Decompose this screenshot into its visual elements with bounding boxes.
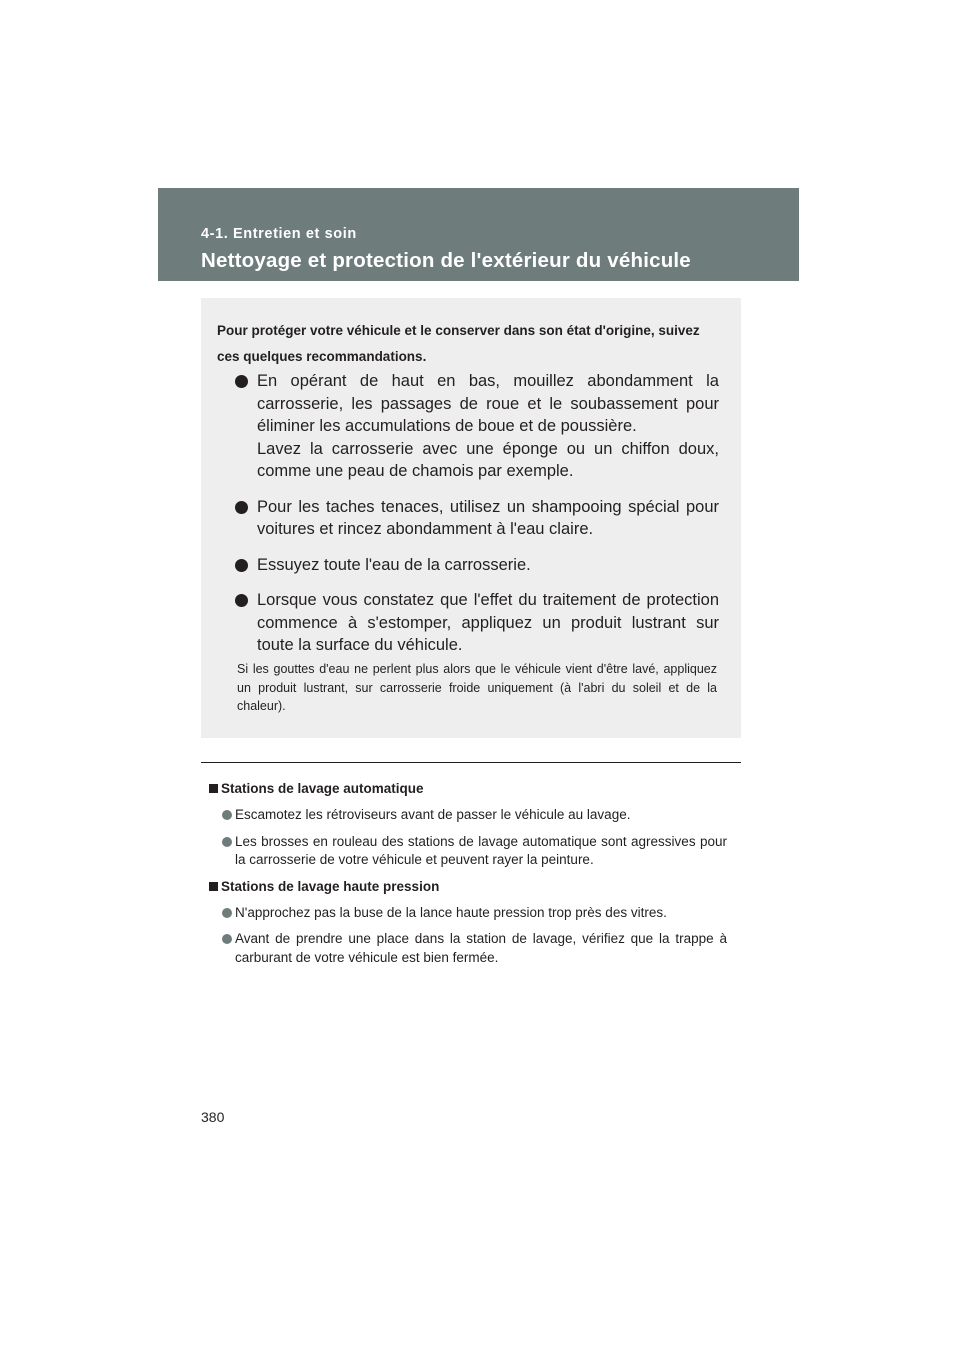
list-item-text: Lorsque vous constatez que l'effet du traitement de protection commence à s'estomper, appliquez un produit lustrant sur toute la surface du véhicule. — [257, 591, 719, 654]
section-heading — [209, 878, 727, 896]
section-heading-text: Stations de lavage haute pression — [221, 878, 440, 894]
list-item-text: En opérant de haut en bas, mouillez abondamment la carrosserie, les passages de roue et le soubassement pour éliminer les accumulations de boue et de poussière. — [257, 372, 719, 435]
info-sections — [209, 780, 727, 975]
list-item — [209, 806, 727, 825]
bullet-icon — [235, 559, 248, 572]
intro-note: Si les gouttes d'eau ne perlent plus alors que le véhicule vient d'être lavé, appliquez un produit lustrant, sur carrosserie froide uniquement (à l'abri du soleil et de la chaleur). — [237, 662, 717, 713]
bullet-icon — [235, 594, 248, 607]
square-bullet-icon — [209, 784, 218, 793]
bullet-icon — [222, 934, 232, 944]
page-title: Nettoyage et protection de l'extérieur du véhicule — [201, 249, 691, 272]
list-item-text: Essuyez toute l'eau de la carrosserie. — [257, 555, 531, 574]
bullet-icon — [235, 375, 248, 388]
intro-box — [201, 298, 741, 738]
list-item-text: Pour les taches tenaces, utilisez un shampooing spécial pour voitures et rincez abondamment à l'eau claire. — [257, 497, 719, 538]
square-bullet-icon — [209, 882, 218, 891]
intro-text: Pour protéger votre véhicule et le conserver dans son état d'origine, suivez ces quelques recommandations. — [217, 323, 700, 364]
section-heading — [209, 780, 727, 798]
divider — [201, 762, 741, 763]
list-item-text: Avant de prendre une place dans la station de lavage, vérifiez que la trappe à carburant de votre véhicule est bien fermée. — [235, 931, 727, 965]
list-item — [209, 904, 727, 923]
list-item — [235, 496, 719, 541]
list-item — [209, 930, 727, 967]
list-item — [235, 589, 719, 657]
list-item-text: Lavez la carrosserie avec une éponge ou un chiffon doux, comme une peau de chamois par exemple. — [257, 439, 719, 480]
page-number: 380 — [201, 1109, 225, 1125]
list-item — [235, 554, 719, 577]
bullet-icon — [222, 810, 232, 820]
recommendation-list — [235, 370, 719, 670]
bullet-icon — [222, 908, 232, 918]
chapter-header — [158, 188, 799, 281]
bullet-icon — [235, 501, 248, 514]
bullet-icon — [222, 837, 232, 847]
list-item-text: N'approchez pas la buse de la lance haute pression trop près des vitres. — [235, 904, 667, 920]
list-item-text: Les brosses en rouleau des stations de lavage automatique sont agressives pour la carrosserie de votre véhicule et peuvent rayer la peinture. — [235, 833, 727, 867]
list-item — [235, 370, 719, 483]
section-label: 4-1. Entretien et soin — [201, 226, 357, 242]
section-heading-text: Stations de lavage automatique — [221, 781, 424, 796]
list-item — [209, 833, 727, 870]
list-item-text: Escamotez les rétroviseurs avant de passer le véhicule au lavage. — [235, 807, 631, 822]
